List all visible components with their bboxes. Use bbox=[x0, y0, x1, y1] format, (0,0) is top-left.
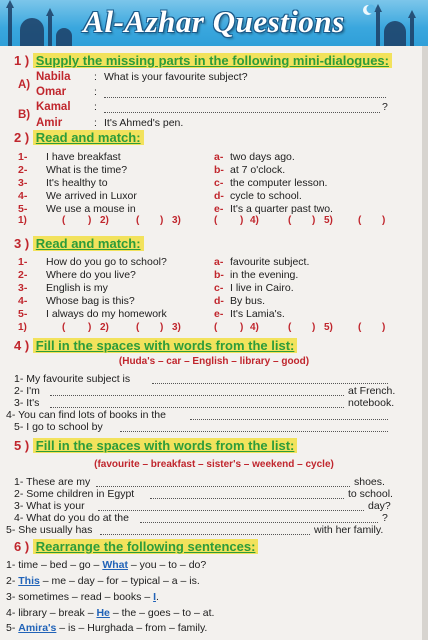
dialogue-a-line-1: Nabila : What is your favourite subject? bbox=[36, 71, 248, 83]
match-row: 3- English is my c- I live in Cairo. bbox=[18, 282, 294, 294]
match-row: 4- We arrived in Luxor d- cycle to school. bbox=[18, 190, 302, 202]
rearrange-line: 4- library – break – He – the – goes – to – at. bbox=[6, 607, 215, 619]
match-row: 5- We use a mouse in e- It's a quarter past two. bbox=[18, 203, 333, 215]
page-title: Al-Azhar Questions bbox=[83, 4, 345, 39]
fill-line: 5- She usually has with her family. bbox=[6, 524, 384, 536]
answer-blank[interactable] bbox=[120, 431, 388, 432]
section-4-heading: 4 ) Fill in the spaces with words from the list: bbox=[14, 338, 297, 353]
section-6-heading: 6 ) Rearrange the following sentences: bbox=[14, 539, 258, 554]
answer-blank[interactable] bbox=[104, 97, 386, 98]
match-row: 5- I always do my homework e- It's Lamia's. bbox=[18, 308, 285, 320]
match-row: 1- How do you go to school? a- favourite subject. bbox=[18, 256, 310, 268]
title-banner bbox=[0, 0, 428, 46]
fill-line: 2- I'm at French. bbox=[14, 385, 396, 397]
fill-line: 1- These are my shoes. bbox=[14, 476, 385, 488]
fill-line: 3- It's notebook. bbox=[14, 397, 395, 409]
answer-row: 1) ( ) 2) ( ) 3) ( ) 4) ( ) 5) ( ) bbox=[18, 322, 386, 333]
page-edge-strip bbox=[422, 46, 428, 640]
rearrange-line: 3- sometimes – read – books – I. bbox=[6, 591, 159, 603]
answer-blank[interactable] bbox=[96, 486, 350, 487]
fill-line: 3- What is your day? bbox=[14, 500, 391, 512]
answer-blank[interactable] bbox=[50, 407, 344, 408]
answer-blank[interactable] bbox=[98, 510, 364, 511]
answer-blank[interactable] bbox=[140, 522, 378, 523]
match-row: 2- What is the time? b- at 7 o'clock. bbox=[18, 164, 286, 176]
dialogue-a-line-2: Omar : bbox=[36, 86, 97, 98]
fill-line: 4- What do you do at the ? bbox=[14, 512, 388, 524]
rearrange-line: 1- time – bed – go – What – you – to – do? bbox=[6, 559, 207, 571]
fill-line: 2- Some children in Egypt to school. bbox=[14, 488, 393, 500]
word-list: (Huda's – car – English – library – good) bbox=[118, 356, 310, 367]
answer-blank[interactable] bbox=[190, 419, 388, 420]
rearrange-line: 5- Amira's – is – Hurghada – from – family. bbox=[6, 622, 208, 634]
match-row: 1- I have breakfast a- two days ago. bbox=[18, 151, 295, 163]
dialogue-b-label: B) bbox=[18, 109, 31, 121]
rearrange-line: 2- This – me – day – for – typical – a – is. bbox=[6, 575, 200, 587]
section-1-heading bbox=[14, 53, 392, 68]
section-5-heading: 5 ) Fill in the spaces with words from the list: bbox=[14, 438, 297, 453]
section-2-heading: 2 ) Read and match: bbox=[14, 130, 144, 145]
answer-blank[interactable] bbox=[150, 498, 344, 499]
dialogue-b-line-2: Amir : It's Ahmed's pen. bbox=[36, 117, 184, 129]
dialogue-b-line-1: Kamal : ? bbox=[36, 101, 388, 113]
match-row: 4- Whose bag is this? d- By bus. bbox=[18, 295, 266, 307]
section-title: Supply the missing parts in the following mini-dialogues: bbox=[33, 53, 392, 68]
dialogue-a-label: A) bbox=[18, 79, 31, 91]
fill-line: 1- My favourite subject is bbox=[14, 373, 131, 385]
answer-blank[interactable] bbox=[152, 383, 388, 384]
match-row: 3- It's healthy to c- the computer lesson. bbox=[18, 177, 328, 189]
section-3-heading: 3 ) Read and match: bbox=[14, 236, 144, 251]
fill-line: 5- I go to school by bbox=[14, 421, 103, 433]
answer-blank[interactable] bbox=[100, 534, 310, 535]
answer-blank[interactable] bbox=[50, 395, 344, 396]
match-row: 2- Where do you live? b- in the evening. bbox=[18, 269, 299, 281]
section-number: 1 ) bbox=[14, 53, 30, 68]
fill-line: 4- You can find lots of books in the bbox=[6, 409, 166, 421]
word-list: (favourite – breakfast – sister's – weekend – cycle) bbox=[94, 459, 334, 470]
answer-row: 1) ( ) 2) ( ) 3) ( ) 4) ( ) 5) ( ) bbox=[18, 215, 386, 226]
